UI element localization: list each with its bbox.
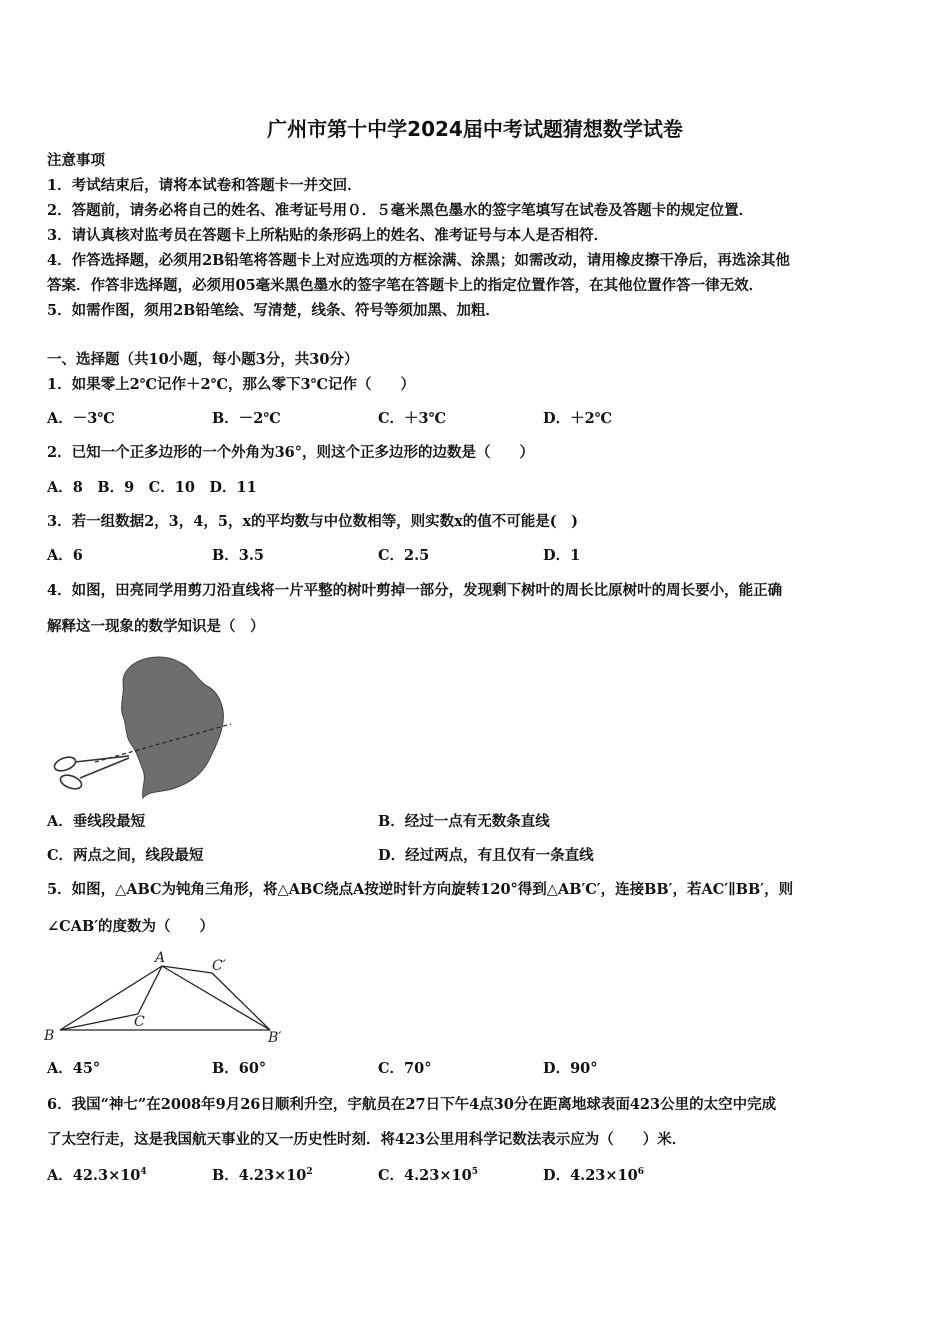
segment-ac1 (162, 966, 212, 973)
notice-item: 答案．作答非选择题，必须用05毫米黑色墨水的签字笔在答题卡上的指定位置作答，在其他位置作答一律无效． (47, 277, 764, 294)
question-3-option-b: B．3.5 (212, 547, 264, 564)
label-a: A (155, 950, 166, 966)
triangle-rotation-figure (42, 948, 292, 1048)
label-c: C (134, 1014, 145, 1030)
question-6-option-d: D．$4.23\times 10^6$ (543, 1167, 644, 1184)
question-2-options: A．8 B．9 C．10 D．11 (47, 479, 257, 496)
question-5-option-d: D．90° (543, 1060, 598, 1077)
notice-item: 4．作答选择题，必须用2B铅笔将答题卡上对应选项的方框涂满、涂黑；如需改动，请用橡皮擦干净后，再选涂其他 (47, 252, 790, 269)
question-4-option-b: B．经过一点有无数条直线 (378, 813, 550, 830)
notice-item: 5．如需作图，须用2B铅笔绘、写清楚，线条、符号等须加黑、加粗． (47, 302, 500, 319)
leaf-shape (122, 657, 224, 798)
question-1-stem: 1．如果零上2℃记作＋2℃，那么零下3℃记作（ ） (47, 376, 415, 393)
question-2-stem: 2．已知一个正多边形的一个外角为36°，则这个正多边形的边数是（ ） (47, 444, 535, 461)
notice-item: 1．考试结束后，请将本试卷和答题卡一并交回． (47, 177, 362, 194)
scissor-handle-icon (53, 755, 78, 774)
scissor-handle-icon (59, 773, 84, 792)
page-title: 广州市第十中学2024届中考试题猜想数学试卷 (267, 117, 683, 141)
segment-ab1 (162, 966, 270, 1030)
question-5-option-a: A．45° (47, 1060, 101, 1077)
question-4-option-d: D．经过两点，有且仅有一条直线 (378, 847, 594, 864)
question-5-option-b: B．60° (212, 1060, 267, 1077)
question-4-option-c: C．两点之间，线段最短 (47, 847, 204, 864)
question-3-option-d: D．1 (543, 547, 581, 564)
notice-heading: 注意事项 (47, 152, 105, 169)
notice-item: 3．请认真核对监考员在答题卡上所粘贴的条形码上的姓名、准考证号与本人是否相符． (47, 227, 609, 244)
label-b1: B′ (268, 1030, 282, 1046)
question-6-option-a: A．$42.3\times 10^4$ (47, 1167, 147, 1184)
question-1-option-b: B．－2℃ (212, 410, 281, 427)
question-5-stem: 5．如图，△ABC为钝角三角形，将△ABC绕点A按逆时针方向旋转120°得到△AB′C′，连接BB′，若AC′∥BB′，则 (47, 881, 794, 898)
question-3-option-c: C．2.5 (378, 547, 430, 564)
question-4-stem: 解释这一现象的数学知识是（ ） (47, 618, 265, 635)
question-6-stem: 了太空行走，这是我国航天事业的又一历史性时刻．将423公里用科学记数法表示应为（ ）米． (47, 1131, 687, 1148)
section-heading: 一、选择题（共10小题，每小题3分，共30分） (47, 351, 359, 368)
question-5-option-c: C．70° (378, 1060, 432, 1077)
notice-item: 2．答题前，请务必将自己的姓名、准考证号用０．５毫米黑色墨水的签字笔填写在试卷及答题卡的规定位置． (47, 202, 754, 219)
question-6-option-b: B．$4.23\times 10^2$ (212, 1167, 313, 1184)
question-4-option-a: A．垂线段最短 (47, 813, 146, 830)
leaf-scissors-figure (47, 652, 237, 802)
label-c1: C′ (212, 958, 226, 974)
question-6-stem: 6．我国“神七”在2008年9月26日顺利升空，宇航员在27日下午4点30分在距离地球表面423公里的太空中完成 (47, 1096, 777, 1113)
label-b: B (44, 1028, 55, 1044)
question-4-stem: 4．如图，田亮同学用剪刀沿直线将一片平整的树叶剪掉一部分，发现剩下树叶的周长比原树叶的周长要小，能正确 (47, 582, 783, 599)
question-1-option-d: D．＋2℃ (543, 410, 613, 427)
question-3-option-a: A．6 (47, 547, 83, 564)
question-1-option-c: C．＋3℃ (378, 410, 447, 427)
question-5-stem: ∠CAB′的度数为（ ） (47, 918, 215, 935)
question-6-option-c: C．$4.23\times 10^5$ (378, 1167, 478, 1184)
question-3-stem: 3．若一组数据2，3，4，5，x的平均数与中位数相等，则实数x的值不可能是( ) (47, 513, 578, 530)
question-1-option-a: A．－3℃ (47, 410, 115, 427)
